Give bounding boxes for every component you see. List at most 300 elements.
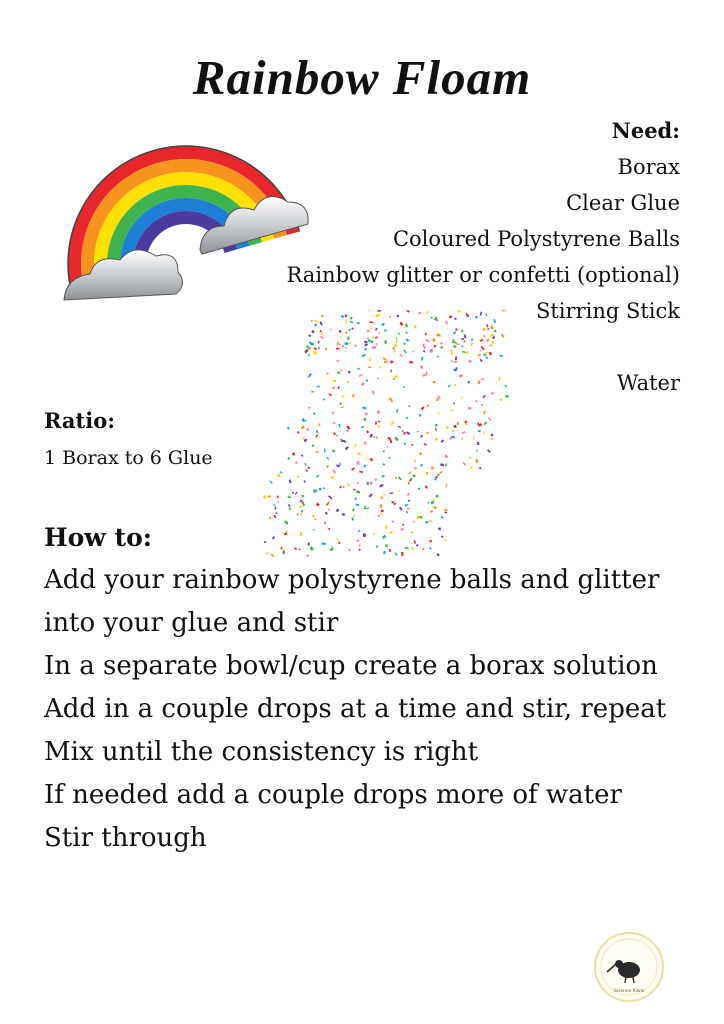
- confetti-piece: [322, 332, 323, 336]
- confetti-piece: [302, 502, 306, 506]
- confetti-piece: [451, 352, 454, 355]
- confetti-piece: [476, 459, 479, 463]
- confetti-piece: [478, 380, 481, 384]
- confetti-piece: [354, 444, 357, 447]
- confetti-piece: [270, 554, 274, 558]
- confetti-piece: [353, 515, 356, 517]
- confetti-piece: [389, 397, 393, 401]
- confetti-piece: [316, 430, 318, 433]
- confetti-piece: [385, 544, 388, 547]
- confetti-piece: [311, 330, 315, 333]
- confetti-piece: [392, 347, 395, 350]
- confetti-piece: [438, 527, 441, 530]
- confetti-piece: [461, 330, 464, 333]
- confetti-piece: [408, 405, 410, 407]
- confetti-piece: [319, 321, 322, 325]
- confetti-piece: [312, 515, 314, 517]
- need-item: Coloured Polystyrene Balls: [392, 227, 680, 251]
- confetti-piece: [499, 377, 501, 380]
- confetti-piece: [364, 341, 367, 343]
- confetti-piece: [297, 513, 299, 516]
- confetti-piece: [475, 400, 478, 403]
- confetti-piece: [365, 458, 367, 460]
- confetti-piece: [299, 549, 301, 550]
- confetti-piece: [348, 371, 351, 374]
- confetti-piece: [359, 471, 363, 473]
- confetti-piece: [328, 528, 330, 531]
- confetti-piece: [361, 426, 364, 428]
- confetti-piece: [311, 391, 313, 393]
- confetti-piece: [389, 316, 391, 318]
- confetti-piece: [373, 436, 375, 438]
- confetti-piece: [266, 552, 269, 555]
- confetti-piece: [468, 407, 471, 409]
- confetti-piece: [306, 428, 309, 431]
- confetti-piece: [444, 454, 448, 458]
- confetti-piece: [352, 508, 355, 511]
- confetti-piece: [308, 334, 311, 337]
- confetti-piece: [501, 333, 505, 337]
- confetti-piece: [444, 509, 448, 511]
- confetti-piece: [342, 513, 346, 516]
- confetti-piece: [403, 432, 406, 435]
- confetti-piece: [420, 365, 424, 369]
- confetti-piece: [292, 492, 294, 494]
- confetti-piece: [452, 430, 455, 432]
- confetti-piece: [478, 354, 481, 356]
- confetti-piece: [313, 529, 315, 531]
- confetti-piece: [351, 467, 355, 470]
- confetti-piece: [419, 414, 422, 417]
- confetti-piece: [414, 467, 417, 470]
- confetti-piece: [493, 319, 496, 323]
- rainbow-icon: [52, 122, 312, 322]
- confetti-piece: [440, 463, 444, 466]
- confetti-piece: [268, 495, 271, 498]
- confetti-piece: [454, 318, 456, 320]
- confetti-piece: [441, 516, 444, 519]
- confetti-piece: [433, 345, 436, 348]
- need-item: Water: [616, 371, 680, 395]
- confetti-piece: [454, 361, 456, 363]
- confetti-piece: [285, 531, 288, 533]
- step-item: In a separate bowl/cup create a borax solution: [44, 651, 658, 681]
- page-title: Rainbow Floam: [192, 50, 532, 105]
- confetti-piece: [406, 338, 410, 342]
- confetti-piece: [429, 540, 432, 543]
- confetti-piece: [378, 310, 381, 312]
- confetti-piece: [388, 457, 390, 459]
- confetti-piece: [341, 440, 345, 442]
- confetti-piece: [338, 343, 341, 346]
- confetti-piece: [354, 344, 357, 347]
- confetti-piece: [427, 405, 430, 407]
- confetti-piece: [363, 534, 366, 537]
- confetti-piece: [345, 315, 347, 318]
- confetti-piece: [345, 446, 349, 450]
- confetti-piece: [308, 373, 312, 377]
- confetti-piece: [369, 458, 373, 462]
- confetti-piece: [336, 342, 338, 346]
- confetti-piece: [351, 327, 354, 330]
- confetti-piece: [301, 494, 304, 497]
- confetti-piece: [287, 457, 290, 460]
- confetti-piece: [383, 357, 387, 360]
- confetti-piece: [347, 337, 349, 340]
- confetti-piece: [437, 474, 439, 476]
- confetti-piece: [487, 328, 489, 330]
- confetti-piece: [369, 359, 372, 362]
- confetti-piece: [487, 449, 491, 453]
- confetti-piece: [353, 489, 355, 491]
- confetti-piece: [369, 434, 373, 438]
- confetti-piece: [412, 351, 414, 352]
- confetti-piece: [295, 492, 298, 495]
- confetti-piece: [398, 426, 401, 429]
- confetti-piece: [364, 441, 366, 444]
- confetti-piece: [275, 506, 277, 509]
- confetti-piece: [381, 323, 385, 327]
- confetti-piece: [399, 507, 403, 511]
- confetti-piece: [441, 439, 444, 443]
- need-item: Stirring Stick: [535, 299, 680, 323]
- confetti-piece: [277, 501, 279, 503]
- confetti-piece: [287, 496, 291, 498]
- confetti-piece: [299, 505, 302, 508]
- confetti-piece: [316, 475, 319, 478]
- confetti-piece: [380, 496, 383, 499]
- science-kiwis-logo: [592, 930, 666, 1004]
- confetti-piece: [381, 510, 384, 512]
- confetti-piece: [375, 478, 377, 481]
- confetti-piece: [409, 361, 413, 363]
- confetti-piece: [435, 495, 438, 498]
- confetti-piece: [340, 336, 342, 338]
- confetti-piece: [433, 381, 436, 383]
- confetti-piece: [383, 493, 385, 496]
- confetti-piece: [316, 503, 320, 507]
- confetti-piece: [368, 339, 371, 342]
- confetti-piece: [362, 406, 366, 409]
- confetti-piece: [420, 435, 423, 438]
- confetti-piece: [395, 552, 398, 556]
- confetti-piece: [414, 540, 417, 544]
- confetti-piece: [427, 502, 429, 504]
- confetti-piece: [263, 495, 267, 499]
- confetti-piece: [467, 380, 470, 383]
- confetti-piece: [493, 330, 496, 333]
- confetti-piece: [411, 444, 414, 446]
- confetti-piece: [355, 503, 359, 506]
- confetti-piece: [336, 509, 340, 512]
- confetti-piece: [433, 506, 437, 510]
- confetti-piece: [435, 438, 438, 441]
- confetti-piece: [390, 421, 394, 425]
- confetti-piece: [277, 474, 280, 477]
- confetti-piece: [430, 510, 433, 513]
- confetti-piece: [375, 336, 379, 338]
- confetti-piece: [407, 508, 409, 510]
- confetti-piece: [405, 547, 409, 550]
- confetti-piece: [468, 359, 472, 363]
- confetti-piece: [402, 523, 404, 525]
- confetti-piece: [454, 384, 456, 386]
- confetti-piece: [370, 326, 372, 329]
- confetti-piece: [422, 374, 425, 377]
- confetti-piece: [471, 342, 473, 345]
- confetti-piece: [277, 496, 279, 499]
- confetti-piece: [378, 420, 381, 422]
- confetti-piece: [302, 418, 305, 422]
- confetti-piece: [288, 504, 291, 507]
- confetti-piece: [432, 338, 435, 342]
- ratio-heading: Ratio:: [44, 408, 115, 433]
- confetti-piece: [436, 355, 439, 357]
- confetti-piece: [423, 346, 425, 349]
- confetti-piece: [348, 342, 351, 344]
- confetti-piece: [357, 461, 360, 465]
- confetti-piece: [311, 320, 313, 322]
- confetti-piece: [461, 397, 463, 399]
- confetti-piece: [481, 404, 483, 406]
- confetti-piece: [346, 430, 348, 432]
- confetti-piece: [361, 382, 365, 386]
- confetti-piece: [436, 398, 439, 401]
- confetti-piece: [450, 350, 453, 353]
- confetti-piece: [350, 321, 354, 324]
- confetti-piece: [481, 346, 483, 349]
- confetti-piece: [453, 403, 455, 405]
- confetti-piece: [393, 378, 395, 380]
- confetti-piece: [352, 394, 355, 398]
- confetti-piece: [372, 346, 376, 349]
- confetti-piece: [287, 427, 290, 430]
- confetti-piece: [341, 406, 344, 408]
- confetti-piece: [392, 520, 394, 522]
- confetti-piece: [480, 350, 482, 352]
- confetti-piece: [294, 547, 297, 550]
- confetti-piece: [372, 336, 374, 338]
- confetti-piece: [377, 410, 381, 414]
- confetti-piece: [425, 521, 429, 523]
- confetti-piece: [322, 543, 326, 545]
- confetti-piece: [383, 551, 386, 554]
- confetti-piece: [336, 538, 339, 542]
- confetti-piece: [292, 452, 296, 456]
- confetti-piece: [396, 315, 399, 318]
- confetti-piece: [301, 510, 303, 513]
- confetti-piece: [453, 425, 457, 428]
- confetti-piece: [490, 433, 493, 436]
- confetti-piece: [328, 508, 331, 511]
- step-item: Add in a couple drops at a time and stir, repeat: [44, 694, 667, 724]
- confetti-piece: [345, 342, 349, 345]
- confetti-piece: [347, 483, 350, 487]
- confetti-piece: [458, 310, 461, 313]
- confetti-piece: [403, 342, 406, 345]
- need-item: Borax: [617, 155, 680, 179]
- confetti-piece: [398, 477, 402, 481]
- confetti-piece: [363, 465, 366, 468]
- confetti-piece: [359, 374, 363, 377]
- confetti-piece: [403, 386, 405, 388]
- confetti-piece: [402, 430, 404, 432]
- confetti-piece: [366, 330, 369, 333]
- confetti-piece: [502, 310, 505, 311]
- confetti-piece: [417, 431, 419, 433]
- confetti-piece: [300, 513, 302, 515]
- confetti-piece: [430, 317, 432, 319]
- confetti-piece: [396, 409, 399, 413]
- confetti-piece: [476, 450, 478, 452]
- confetti-piece: [323, 487, 325, 489]
- confetti-piece: [473, 436, 475, 440]
- confetti-piece: [373, 533, 376, 535]
- confetti-piece: [462, 351, 466, 353]
- confetti-piece: [342, 395, 344, 398]
- confetti-piece: [336, 435, 338, 437]
- confetti-piece: [304, 480, 306, 482]
- confetti-piece: [408, 500, 410, 502]
- confetti-piece: [372, 391, 375, 395]
- confetti-piece: [346, 425, 350, 430]
- confetti-piece: [324, 522, 326, 524]
- confetti-piece: [269, 481, 273, 484]
- steps-list: [44, 559, 684, 860]
- confetti-piece: [405, 332, 408, 334]
- confetti-piece: [337, 371, 340, 374]
- confetti-piece: [457, 422, 459, 425]
- confetti-piece: [310, 546, 314, 551]
- confetti-piece: [401, 528, 404, 531]
- confetti-piece: [316, 451, 319, 453]
- confetti-piece: [364, 343, 368, 347]
- confetti-piece: [490, 437, 493, 440]
- confetti-piece: [379, 512, 383, 515]
- confetti-piece: [411, 531, 413, 533]
- confetti-piece: [389, 531, 393, 535]
- confetti-piece: [461, 338, 464, 340]
- confetti-piece: [429, 547, 431, 550]
- step-item: Mix until the consistency is right: [44, 737, 479, 767]
- confetti-piece: [421, 406, 425, 410]
- confetti-piece: [426, 432, 428, 434]
- confetti-piece: [445, 463, 448, 466]
- confetti-piece: [408, 471, 412, 474]
- confetti-piece: [348, 329, 350, 331]
- confetti-piece: [394, 437, 399, 442]
- confetti-piece: [322, 398, 325, 400]
- confetti-piece: [369, 321, 373, 323]
- confetti-piece: [297, 431, 300, 434]
- confetti-piece: [464, 334, 467, 338]
- confetti-icon: [262, 310, 518, 560]
- confetti-piece: [459, 374, 463, 378]
- confetti-piece: [367, 337, 369, 339]
- confetti-piece: [366, 379, 369, 381]
- confetti-piece: [357, 482, 359, 484]
- confetti-piece: [382, 475, 385, 477]
- confetti-piece: [414, 325, 416, 328]
- confetti-piece: [413, 521, 415, 523]
- confetti-piece: [345, 347, 347, 349]
- confetti-piece: [488, 417, 491, 421]
- confetti-piece: [363, 418, 366, 421]
- confetti-piece: [480, 312, 482, 316]
- confetti-piece: [452, 339, 455, 343]
- confetti-piece: [300, 500, 303, 503]
- confetti-piece: [389, 549, 391, 553]
- confetti-piece: [426, 472, 428, 475]
- confetti-piece: [378, 425, 381, 428]
- confetti-piece: [358, 548, 360, 550]
- confetti-piece: [329, 393, 332, 396]
- confetti-piece: [425, 485, 428, 488]
- confetti-piece: [357, 322, 360, 324]
- confetti-piece: [377, 377, 379, 380]
- confetti-piece: [312, 444, 314, 447]
- confetti-piece: [466, 351, 469, 354]
- confetti-piece: [273, 504, 275, 506]
- confetti-piece: [275, 512, 277, 514]
- confetti-piece: [341, 315, 344, 318]
- confetti-piece: [301, 454, 304, 457]
- confetti-piece: [308, 354, 310, 357]
- confetti-piece: [332, 386, 335, 389]
- confetti-piece: [445, 320, 449, 324]
- confetti-piece: [394, 350, 396, 352]
- confetti-piece: [454, 341, 457, 345]
- confetti-piece: [300, 532, 303, 536]
- confetti-piece: [400, 354, 403, 357]
- confetti-piece: [440, 342, 443, 345]
- confetti-piece: [469, 457, 471, 459]
- confetti-piece: [486, 338, 489, 342]
- confetti-piece: [319, 423, 321, 426]
- confetti-piece: [384, 340, 386, 344]
- confetti-piece: [404, 504, 408, 507]
- confetti-piece: [331, 411, 334, 414]
- step-item: If needed add a couple drops more of water: [44, 780, 622, 810]
- confetti-piece: [448, 384, 451, 387]
- confetti-piece: [389, 492, 393, 494]
- confetti-piece: [357, 368, 360, 370]
- confetti-piece: [314, 323, 317, 326]
- confetti-piece: [422, 548, 424, 551]
- confetti-piece: [446, 426, 449, 429]
- confetti-piece: [384, 329, 387, 332]
- confetti-piece: [483, 335, 486, 338]
- confetti-piece: [368, 493, 372, 497]
- confetti-piece: [483, 411, 486, 415]
- confetti-piece: [463, 462, 466, 466]
- confetti-piece: [342, 345, 344, 347]
- confetti-piece: [407, 493, 410, 496]
- confetti-piece: [351, 517, 354, 521]
- confetti-piece: [404, 442, 407, 445]
- confetti-piece: [376, 343, 378, 346]
- confetti-piece: [383, 450, 385, 452]
- confetti-piece: [504, 385, 507, 388]
- confetti-piece: [437, 553, 440, 556]
- confetti-piece: [419, 516, 423, 519]
- need-item: Clear Glue: [566, 191, 680, 215]
- confetti-piece: [406, 431, 410, 435]
- confetti-piece: [269, 516, 272, 519]
- confetti-piece: [332, 450, 335, 453]
- confetti-piece: [453, 345, 456, 348]
- confetti-piece: [481, 378, 484, 381]
